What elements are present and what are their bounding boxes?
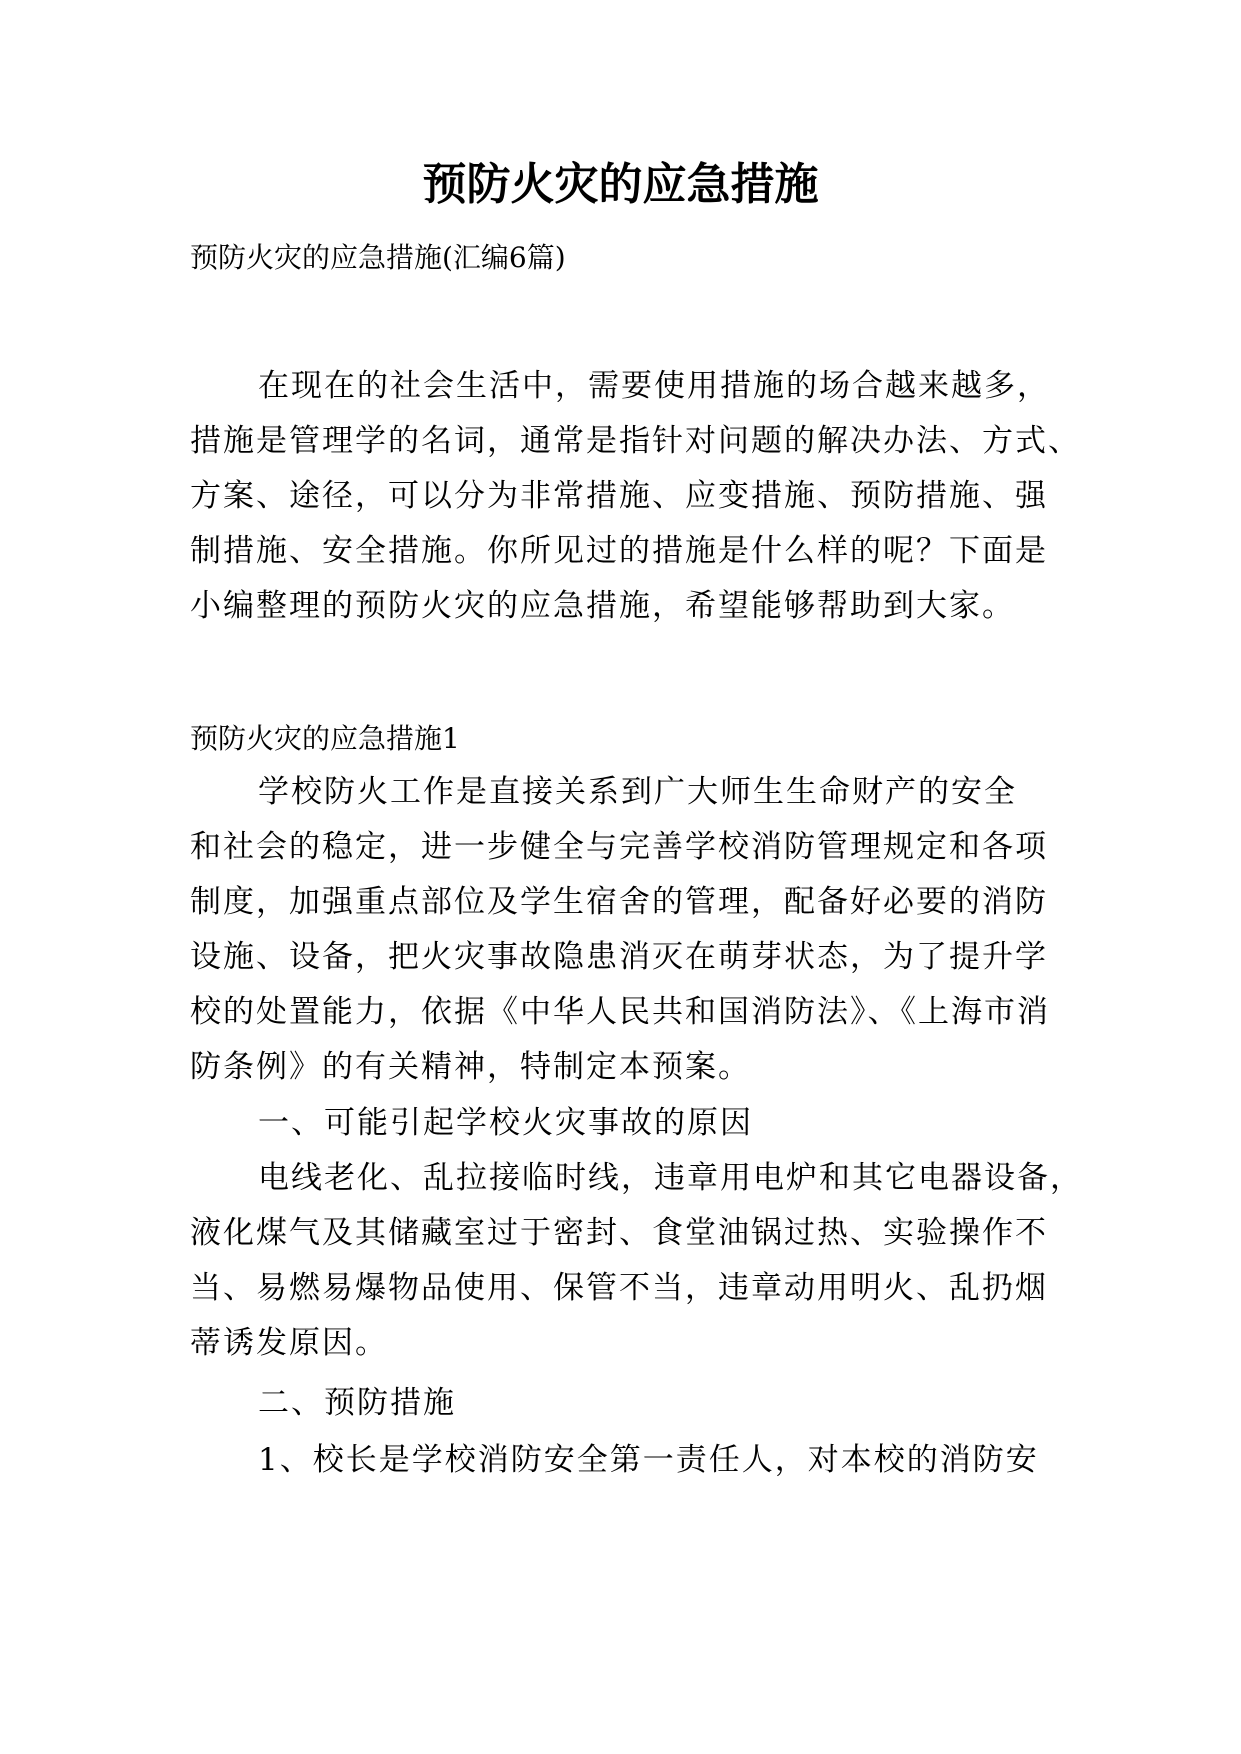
paragraph-line: 在现在的社会生活中，需要使用措施的场合越来越多， <box>258 368 1050 404</box>
paragraph-line: 蒂诱发原因。 <box>190 1325 388 1361</box>
document-subtitle: 预防火灾的应急措施(汇编6篇) <box>190 241 566 274</box>
paragraph-line: 防条例》的有关精神，特制定本预案。 <box>190 1049 751 1085</box>
paragraph-line: 电线老化、乱拉接临时线，违章用电炉和其它电器设备， <box>258 1160 1083 1196</box>
causes-heading: 一、可能引起学校火灾事故的原因 <box>258 1105 753 1141</box>
paragraph-line: 学校防火工作是直接关系到广大师生生命财产的安全 <box>258 774 1017 810</box>
paragraph-line: 设施、设备，把火灾事故隐患消灭在萌芽状态，为了提升学 <box>190 939 1048 975</box>
paragraph-line: 校的处置能力，依据《中华人民共和国消防法》、《上海市消 <box>190 994 1050 1030</box>
paragraph-line: 液化煤气及其储藏室过于密封、食堂油锅过热、实验操作不 <box>190 1215 1048 1251</box>
section-heading: 预防火灾的应急措施1 <box>190 722 460 755</box>
paragraph-line: 和社会的稳定，进一步健全与完善学校消防管理规定和各项 <box>190 829 1048 865</box>
prevention-heading: 二、预防措施 <box>258 1385 456 1421</box>
paragraph-line: 制度，加强重点部位及学生宿舍的管理，配备好必要的消防 <box>190 884 1048 920</box>
paragraph-line: 小编整理的预防火灾的应急措施，希望能够帮助到大家。 <box>190 588 1015 624</box>
paragraph-line: 措施是管理学的名词，通常是指针对问题的解决办法、方式、 <box>190 423 1081 459</box>
paragraph-line: 1、校长是学校消防安全第一责任人，对本校的消防安 <box>258 1442 1039 1478</box>
paragraph-line: 当、易燃易爆物品使用、保管不当，违章动用明火、乱扔烟 <box>190 1270 1048 1306</box>
paragraph-line: 制措施、安全措施。你所见过的措施是什么样的呢？下面是 <box>190 533 1048 569</box>
paragraph-line: 方案、途径，可以分为非常措施、应变措施、预防措施、强 <box>190 478 1048 514</box>
page-title: 预防火灾的应急措施 <box>422 159 819 210</box>
